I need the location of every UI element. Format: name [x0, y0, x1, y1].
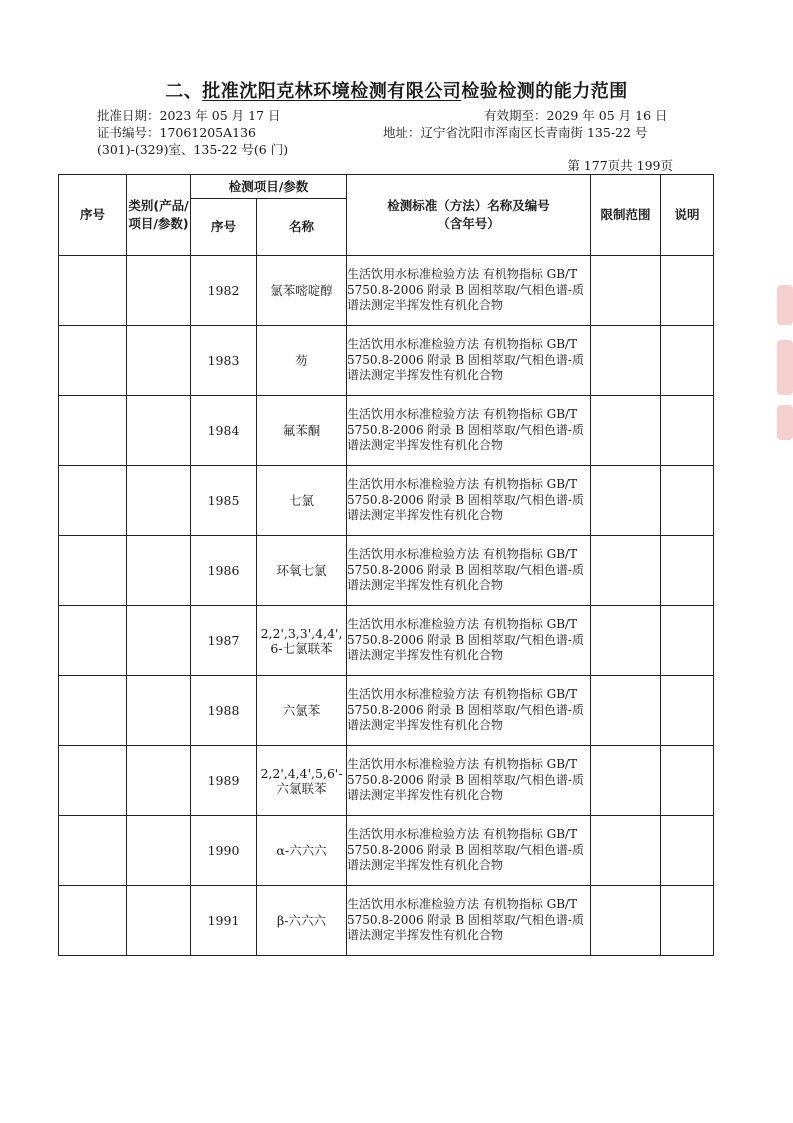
item-standard: 生活饮用水标准检验方法 有机物指标 GB/T 5750.8-2006 附录 B 固相萃取/气相色谱-质谱法测定半挥发性有机化合物 — [347, 326, 591, 396]
approval-date: 批准日期：2023 年 05 月 17 日 — [97, 108, 281, 123]
item-name: 氟苯酮 — [257, 396, 347, 466]
item-number: 1991 — [191, 886, 257, 956]
item-name: 2,2',3,3',4,4',6-七氯联苯 — [257, 606, 347, 676]
table-row — [59, 256, 714, 326]
item-name: 氯苯嘧啶醇 — [257, 256, 347, 326]
item-standard: 生活饮用水标准检验方法 有机物指标 GB/T 5750.8-2006 附录 B 固相萃取/气相色谱-质谱法测定半挥发性有机化合物 — [347, 256, 591, 326]
table-row — [59, 676, 714, 746]
item-name: 环氧七氯 — [257, 536, 347, 606]
table-row — [59, 606, 714, 676]
item-number: 1990 — [191, 816, 257, 886]
header-limit: 限制范围 — [591, 175, 661, 256]
item-number: 1982 — [191, 256, 257, 326]
item-name: α-六六六 — [257, 816, 347, 886]
item-number: 1989 — [191, 746, 257, 816]
page-title — [0, 77, 793, 103]
table-row — [59, 396, 714, 466]
header-item-seq: 序号 — [191, 199, 257, 256]
item-name: 六氯苯 — [257, 676, 347, 746]
address-continuation: (301)-(329)室、135-22 号(6 门) — [97, 142, 289, 157]
item-number: 1983 — [191, 326, 257, 396]
item-name: 七氯 — [257, 466, 347, 536]
capability-table — [58, 174, 714, 956]
item-standard: 生活饮用水标准检验方法 有机物指标 GB/T 5750.8-2006 附录 B 固相萃取/气相色谱-质谱法测定半挥发性有机化合物 — [347, 536, 591, 606]
item-standard: 生活饮用水标准检验方法 有机物指标 GB/T 5750.8-2006 附录 B 固相萃取/气相色谱-质谱法测定半挥发性有机化合物 — [347, 466, 591, 536]
item-standard: 生活饮用水标准检验方法 有机物指标 GB/T 5750.8-2006 附录 B 固相萃取/气相色谱-质谱法测定半挥发性有机化合物 — [347, 746, 591, 816]
item-standard: 生活饮用水标准检验方法 有机物指标 GB/T 5750.8-2006 附录 B 固相萃取/气相色谱-质谱法测定半挥发性有机化合物 — [347, 606, 591, 676]
header-category: 类别(产品/项目/参数) — [127, 175, 191, 256]
table-row — [59, 746, 714, 816]
seal-fragment — [777, 285, 793, 325]
header-seq: 序号 — [59, 175, 127, 256]
seal-fragment — [777, 405, 793, 440]
header-item-name: 名称 — [257, 199, 347, 256]
table-row — [59, 536, 714, 606]
item-number: 1984 — [191, 396, 257, 466]
address: 地址：辽宁省沈阳市浑南区长青南街 135-22 号 — [383, 125, 648, 140]
title-company: 批准沈阳克林环境检测有限公司 — [202, 81, 462, 102]
title-suffix: 检验检测的能力范围 — [461, 81, 628, 102]
title-prefix: 二、 — [165, 81, 203, 102]
item-standard: 生活饮用水标准检验方法 有机物指标 GB/T 5750.8-2006 附录 B 固相萃取/气相色谱-质谱法测定半挥发性有机化合物 — [347, 676, 591, 746]
item-name: β-六六六 — [257, 886, 347, 956]
header-note: 说明 — [661, 175, 714, 256]
item-number: 1986 — [191, 536, 257, 606]
item-standard: 生活饮用水标准检验方法 有机物指标 GB/T 5750.8-2006 附录 B 固相萃取/气相色谱-质谱法测定半挥发性有机化合物 — [347, 886, 591, 956]
item-name: 芴 — [257, 326, 347, 396]
item-standard: 生活饮用水标准检验方法 有机物指标 GB/T 5750.8-2006 附录 B 固相萃取/气相色谱-质谱法测定半挥发性有机化合物 — [347, 816, 591, 886]
table-row — [59, 886, 714, 956]
table-row — [59, 816, 714, 886]
page-number: 第 177页共 199页 — [567, 158, 673, 173]
seal-fragment — [777, 340, 793, 395]
valid-until: 有效期至：2029 年 05 月 16 日 — [484, 108, 668, 123]
item-standard: 生活饮用水标准检验方法 有机物指标 GB/T 5750.8-2006 附录 B 固相萃取/气相色谱-质谱法测定半挥发性有机化合物 — [347, 396, 591, 466]
item-name: 2,2',4,4',5,6'-六氯联苯 — [257, 746, 347, 816]
table-row — [59, 466, 714, 536]
item-number: 1987 — [191, 606, 257, 676]
item-number: 1985 — [191, 466, 257, 536]
certificate-number: 证书编号：17061205A136 — [97, 125, 257, 140]
header-test-items: 检测项目/参数 — [191, 175, 347, 199]
table-row — [59, 326, 714, 396]
header-standard: 检测标准（方法）名称及编号（含年号） — [347, 175, 591, 256]
item-number: 1988 — [191, 676, 257, 746]
